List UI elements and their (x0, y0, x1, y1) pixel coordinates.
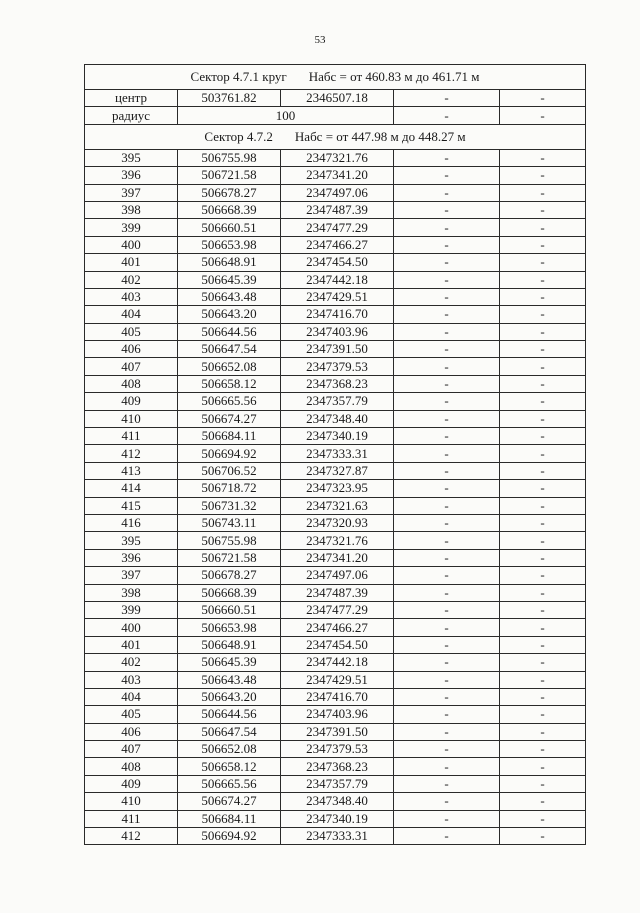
cell-c4: - (394, 393, 500, 410)
cell-c4: - (394, 549, 500, 566)
cell-c5: - (500, 480, 586, 497)
cell-y: 2347340.19 (281, 428, 394, 445)
cell-c4: - (394, 480, 500, 497)
cell-y: 2347477.29 (281, 601, 394, 618)
cell-y: 2347429.51 (281, 288, 394, 305)
cell-y: 2347487.39 (281, 584, 394, 601)
cell-x: 506668.39 (178, 584, 281, 601)
cell-c4: - (394, 601, 500, 618)
cell-c5: - (500, 793, 586, 810)
cell-n: 405 (85, 706, 178, 723)
cell-c4: - (394, 462, 500, 479)
cell-y: 2347333.31 (281, 445, 394, 462)
cell-c5: - (500, 619, 586, 636)
table-row (85, 393, 586, 410)
cell-y: 2347357.79 (281, 775, 394, 792)
cell-n: 398 (85, 584, 178, 601)
cell-c5: - (500, 358, 586, 375)
center-label: центр (85, 90, 178, 107)
cell-n: 406 (85, 341, 178, 358)
cell-n: 404 (85, 306, 178, 323)
cell-c4: - (394, 810, 500, 827)
table-row (85, 671, 586, 688)
cell-c5: - (500, 758, 586, 775)
cell-c5: - (500, 601, 586, 618)
cell-y: 2347379.53 (281, 741, 394, 758)
sector-header-row (85, 65, 586, 90)
table-row (85, 828, 586, 845)
sector-name: Сектор 4.7.1 круг (190, 69, 287, 84)
cell-c4: - (394, 201, 500, 218)
table-row (85, 723, 586, 740)
cell-c4: - (394, 706, 500, 723)
cell-c4: - (394, 358, 500, 375)
cell-y: 2347340.19 (281, 810, 394, 827)
table-row (85, 219, 586, 236)
cell-n: 396 (85, 167, 178, 184)
cell-c5: - (500, 167, 586, 184)
cell-x: 506644.56 (178, 323, 281, 340)
cell-c5: - (500, 671, 586, 688)
cell-x: 506721.58 (178, 549, 281, 566)
cell-c4: - (394, 149, 500, 166)
center-row (85, 90, 586, 107)
cell-x: 506652.08 (178, 741, 281, 758)
table-row (85, 358, 586, 375)
cell-y: 2347403.96 (281, 706, 394, 723)
cell-y: 2347497.06 (281, 184, 394, 201)
cell-c5: - (500, 184, 586, 201)
cell-y: 2347454.50 (281, 636, 394, 653)
cell-x: 506660.51 (178, 219, 281, 236)
cell-c4: - (394, 758, 500, 775)
cell-x: 506644.56 (178, 706, 281, 723)
cell-c5: - (500, 271, 586, 288)
cell-c4: - (394, 254, 500, 271)
cell-c5: - (500, 636, 586, 653)
cell-c4: - (394, 514, 500, 531)
cell-y: 2347416.70 (281, 688, 394, 705)
cell-n: 415 (85, 497, 178, 514)
cell-y: 2347321.76 (281, 532, 394, 549)
cell-y: 2347341.20 (281, 549, 394, 566)
cell-y: 2347321.76 (281, 149, 394, 166)
table-row (85, 793, 586, 810)
table-row (85, 184, 586, 201)
table-row (85, 306, 586, 323)
cell-y: 2347442.18 (281, 271, 394, 288)
cell-y: 2347333.31 (281, 828, 394, 845)
cell-x: 506658.12 (178, 375, 281, 392)
cell-n: 411 (85, 810, 178, 827)
table-row (85, 601, 586, 618)
cell-c5: - (500, 497, 586, 514)
cell-x: 506694.92 (178, 445, 281, 462)
center-y: 2346507.18 (281, 90, 394, 107)
cell-y: 2347379.53 (281, 358, 394, 375)
cell-c4: - (394, 828, 500, 845)
sector-height: Набс = от 460.83 м до 461.71 м (308, 69, 480, 84)
cell-c4: - (394, 497, 500, 514)
cell-x: 506648.91 (178, 636, 281, 653)
table-row (85, 514, 586, 531)
table-row (85, 706, 586, 723)
table-row (85, 584, 586, 601)
cell-n: 409 (85, 393, 178, 410)
cell-x: 506721.58 (178, 167, 281, 184)
cell-x: 506684.11 (178, 428, 281, 445)
sector-header-cell (85, 65, 586, 90)
cell-c5: - (500, 393, 586, 410)
cell-x: 506660.51 (178, 601, 281, 618)
cell-n: 400 (85, 619, 178, 636)
table-row (85, 462, 586, 479)
cell-n: 399 (85, 601, 178, 618)
cell-c5: - (500, 532, 586, 549)
cell-c5: - (500, 654, 586, 671)
cell-c5: - (500, 706, 586, 723)
cell-n: 400 (85, 236, 178, 253)
cell-c4: - (394, 271, 500, 288)
cell-c5: - (500, 810, 586, 827)
sector-height: Набс = от 447.98 м до 448.27 м (294, 128, 466, 144)
cell-x: 506647.54 (178, 723, 281, 740)
sector-name: Сектор 4.7.2 (204, 128, 273, 144)
cell-c4: - (394, 671, 500, 688)
table-row (85, 271, 586, 288)
cell-c5: - (500, 723, 586, 740)
table-row (85, 341, 586, 358)
cell-y: 2347403.96 (281, 323, 394, 340)
cell-x: 506658.12 (178, 758, 281, 775)
cell-x: 506678.27 (178, 184, 281, 201)
cell-c4: - (394, 375, 500, 392)
table-row (85, 810, 586, 827)
cell-x: 506645.39 (178, 271, 281, 288)
cell-c5: - (500, 828, 586, 845)
cell-x: 506668.39 (178, 201, 281, 218)
cell-n: 403 (85, 671, 178, 688)
cell-c5: - (500, 323, 586, 340)
table-row (85, 410, 586, 427)
table-row (85, 445, 586, 462)
cell-x: 506684.11 (178, 810, 281, 827)
table-row (85, 149, 586, 166)
cell-x: 506678.27 (178, 567, 281, 584)
cell-y: 2347391.50 (281, 723, 394, 740)
cell-n: 406 (85, 723, 178, 740)
cell-c4: - (394, 428, 500, 445)
table-row (85, 428, 586, 445)
table-row (85, 741, 586, 758)
table-row (85, 532, 586, 549)
cell-y: 2347454.50 (281, 254, 394, 271)
cell-c4: - (394, 219, 500, 236)
table-row (85, 201, 586, 218)
cell-x: 506665.56 (178, 775, 281, 792)
cell-c5: - (500, 428, 586, 445)
cell-n: 401 (85, 636, 178, 653)
cell-x: 506674.27 (178, 793, 281, 810)
cell-c4: - (394, 288, 500, 305)
cell-x: 506643.20 (178, 306, 281, 323)
center-c5: - (500, 90, 586, 107)
radius-c5: - (500, 107, 586, 124)
center-c4: - (394, 90, 500, 107)
cell-c5: - (500, 445, 586, 462)
cell-n: 395 (85, 149, 178, 166)
cell-y: 2347477.29 (281, 219, 394, 236)
cell-c4: - (394, 167, 500, 184)
cell-n: 410 (85, 410, 178, 427)
cell-n: 401 (85, 254, 178, 271)
cell-n: 395 (85, 532, 178, 549)
cell-c4: - (394, 323, 500, 340)
table-row (85, 775, 586, 792)
cell-y: 2347466.27 (281, 236, 394, 253)
cell-n: 403 (85, 288, 178, 305)
cell-n: 414 (85, 480, 178, 497)
cell-n: 407 (85, 358, 178, 375)
cell-y: 2347320.93 (281, 514, 394, 531)
cell-x: 506648.91 (178, 254, 281, 271)
cell-c4: - (394, 793, 500, 810)
radius-label: радиус (85, 107, 178, 124)
cell-x: 506665.56 (178, 393, 281, 410)
cell-c4: - (394, 654, 500, 671)
cell-c4: - (394, 723, 500, 740)
cell-x: 506755.98 (178, 149, 281, 166)
table-row (85, 375, 586, 392)
cell-x: 506731.32 (178, 497, 281, 514)
cell-x: 506643.48 (178, 671, 281, 688)
cell-n: 396 (85, 549, 178, 566)
table-row (85, 619, 586, 636)
table-row (85, 497, 586, 514)
cell-c5: - (500, 514, 586, 531)
table-row (85, 636, 586, 653)
cell-x: 506706.52 (178, 462, 281, 479)
sector-header-cell (85, 124, 586, 149)
cell-n: 408 (85, 375, 178, 392)
cell-x: 506653.98 (178, 619, 281, 636)
cell-y: 2347341.20 (281, 167, 394, 184)
cell-x: 506674.27 (178, 410, 281, 427)
cell-c4: - (394, 445, 500, 462)
cell-n: 412 (85, 445, 178, 462)
cell-n: 413 (85, 462, 178, 479)
cell-c5: - (500, 584, 586, 601)
table-row (85, 549, 586, 566)
cell-x: 506743.11 (178, 514, 281, 531)
cell-n: 410 (85, 793, 178, 810)
cell-c5: - (500, 288, 586, 305)
cell-x: 506755.98 (178, 532, 281, 549)
cell-n: 402 (85, 271, 178, 288)
cell-y: 2347466.27 (281, 619, 394, 636)
cell-c4: - (394, 688, 500, 705)
cell-y: 2347368.23 (281, 375, 394, 392)
radius-c4: - (394, 107, 500, 124)
cell-y: 2347321.63 (281, 497, 394, 514)
table-row (85, 688, 586, 705)
cell-y: 2347323.95 (281, 480, 394, 497)
cell-n: 398 (85, 201, 178, 218)
cell-c5: - (500, 254, 586, 271)
cell-c4: - (394, 636, 500, 653)
cell-x: 506645.39 (178, 654, 281, 671)
cell-n: 409 (85, 775, 178, 792)
cell-c5: - (500, 201, 586, 218)
cell-n: 404 (85, 688, 178, 705)
cell-y: 2347442.18 (281, 654, 394, 671)
cell-x: 506652.08 (178, 358, 281, 375)
cell-y: 2347327.87 (281, 462, 394, 479)
cell-c5: - (500, 236, 586, 253)
cell-n: 397 (85, 567, 178, 584)
cell-n: 411 (85, 428, 178, 445)
cell-c4: - (394, 619, 500, 636)
cell-n: 405 (85, 323, 178, 340)
cell-y: 2347487.39 (281, 201, 394, 218)
cell-c5: - (500, 410, 586, 427)
cell-c5: - (500, 775, 586, 792)
table-row (85, 654, 586, 671)
cell-y: 2347348.40 (281, 793, 394, 810)
cell-c5: - (500, 149, 586, 166)
table-row (85, 567, 586, 584)
center-x: 503761.82 (178, 90, 281, 107)
cell-c5: - (500, 741, 586, 758)
cell-c4: - (394, 584, 500, 601)
table-row (85, 323, 586, 340)
cell-c5: - (500, 567, 586, 584)
coordinates-table (84, 64, 586, 845)
radius-row (85, 107, 586, 124)
page-number: 53 (314, 34, 326, 46)
cell-y: 2347497.06 (281, 567, 394, 584)
cell-c4: - (394, 775, 500, 792)
cell-n: 408 (85, 758, 178, 775)
cell-c4: - (394, 184, 500, 201)
cell-c4: - (394, 236, 500, 253)
cell-n: 407 (85, 741, 178, 758)
cell-x: 506643.48 (178, 288, 281, 305)
cell-c5: - (500, 688, 586, 705)
cell-c5: - (500, 306, 586, 323)
cell-y: 2347348.40 (281, 410, 394, 427)
cell-x: 506647.54 (178, 341, 281, 358)
cell-y: 2347416.70 (281, 306, 394, 323)
cell-n: 402 (85, 654, 178, 671)
table-row (85, 167, 586, 184)
cell-c4: - (394, 341, 500, 358)
cell-c4: - (394, 306, 500, 323)
table-row (85, 288, 586, 305)
cell-x: 506643.20 (178, 688, 281, 705)
table-row (85, 480, 586, 497)
cell-n: 412 (85, 828, 178, 845)
cell-c5: - (500, 549, 586, 566)
cell-n: 397 (85, 184, 178, 201)
table-row (85, 758, 586, 775)
cell-c4: - (394, 532, 500, 549)
cell-c4: - (394, 410, 500, 427)
cell-c5: - (500, 219, 586, 236)
cell-x: 506694.92 (178, 828, 281, 845)
radius-value: 100 (178, 107, 394, 124)
cell-y: 2347429.51 (281, 671, 394, 688)
cell-x: 506653.98 (178, 236, 281, 253)
cell-y: 2347391.50 (281, 341, 394, 358)
cell-y: 2347357.79 (281, 393, 394, 410)
cell-x: 506718.72 (178, 480, 281, 497)
cell-n: 399 (85, 219, 178, 236)
cell-n: 416 (85, 514, 178, 531)
cell-c5: - (500, 341, 586, 358)
cell-c4: - (394, 567, 500, 584)
cell-c5: - (500, 375, 586, 392)
table-row (85, 236, 586, 253)
cell-c4: - (394, 741, 500, 758)
cell-y: 2347368.23 (281, 758, 394, 775)
cell-c5: - (500, 462, 586, 479)
table-row (85, 254, 586, 271)
sector-header-row (85, 124, 586, 149)
